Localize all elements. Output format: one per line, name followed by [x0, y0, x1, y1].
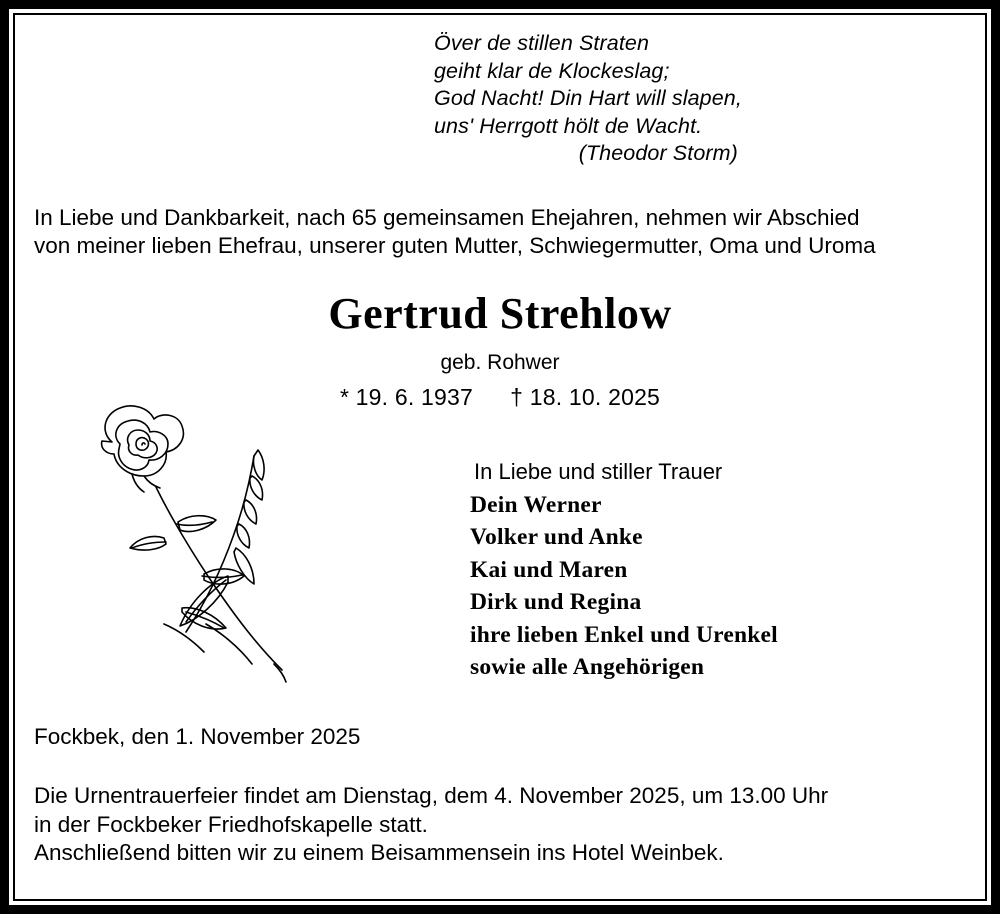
- deceased-name: Gertrud Strehlow: [328, 289, 672, 338]
- poem-block: [434, 30, 742, 168]
- mourner-5: ihre lieben Enkel und Urenkel: [470, 621, 778, 648]
- intro-text: [34, 204, 972, 260]
- birth-date: * 19. 6. 1937: [339, 384, 473, 410]
- mourner-4: Dirk und Regina: [470, 589, 642, 615]
- mourner-1: Dein Werner: [470, 491, 602, 518]
- poem-attribution: (Theodor Storm): [578, 141, 738, 165]
- mourners-block: [456, 456, 778, 684]
- rose-icon: [86, 388, 316, 688]
- ceremony-line-2: in der Fockbeker Friedhofskapelle statt.: [34, 811, 428, 837]
- intro-line-1: In Liebe und Dankbarkeit, nach 65 gemeinsamen Ehejahren, nehmen wir Abschied: [34, 205, 860, 230]
- notice-content: [16, 16, 984, 898]
- intro-line-2: von meiner lieben Ehefrau, unserer guten Mutter, Schwiegermutter, Oma und Uroma: [34, 233, 876, 258]
- poem-line-4: uns' Herrgott hölt de Wacht.: [434, 113, 703, 138]
- deceased-maiden-name: geb. Rohwer: [440, 351, 560, 374]
- poem-line-2: geiht klar de Klockeslag;: [434, 58, 670, 83]
- mourner-3: Kai und Maren: [470, 556, 628, 583]
- ceremony-line-1: Die Urnentrauerfeier findet am Dienstag, dem 4. November 2025, um 13.00 Uhr: [34, 783, 829, 808]
- poem-line-3: God Nacht! Din Hart will slapen,: [434, 86, 742, 110]
- mourner-6: sowie alle Angehörigen: [470, 654, 705, 680]
- death-date: † 18. 10. 2025: [510, 384, 661, 410]
- mourning-heading: In Liebe und stiller Trauer: [474, 459, 723, 484]
- ceremony-details: [34, 782, 972, 868]
- poem-line-1: Över de stillen Straten: [434, 31, 650, 55]
- mourner-2: Volker und Anke: [470, 524, 643, 550]
- place-and-date: Fockbek, den 1. November 2025: [34, 724, 361, 749]
- ceremony-line-3: Anschließend bitten wir zu einem Beisammensein ins Hotel Weinbek.: [34, 840, 724, 865]
